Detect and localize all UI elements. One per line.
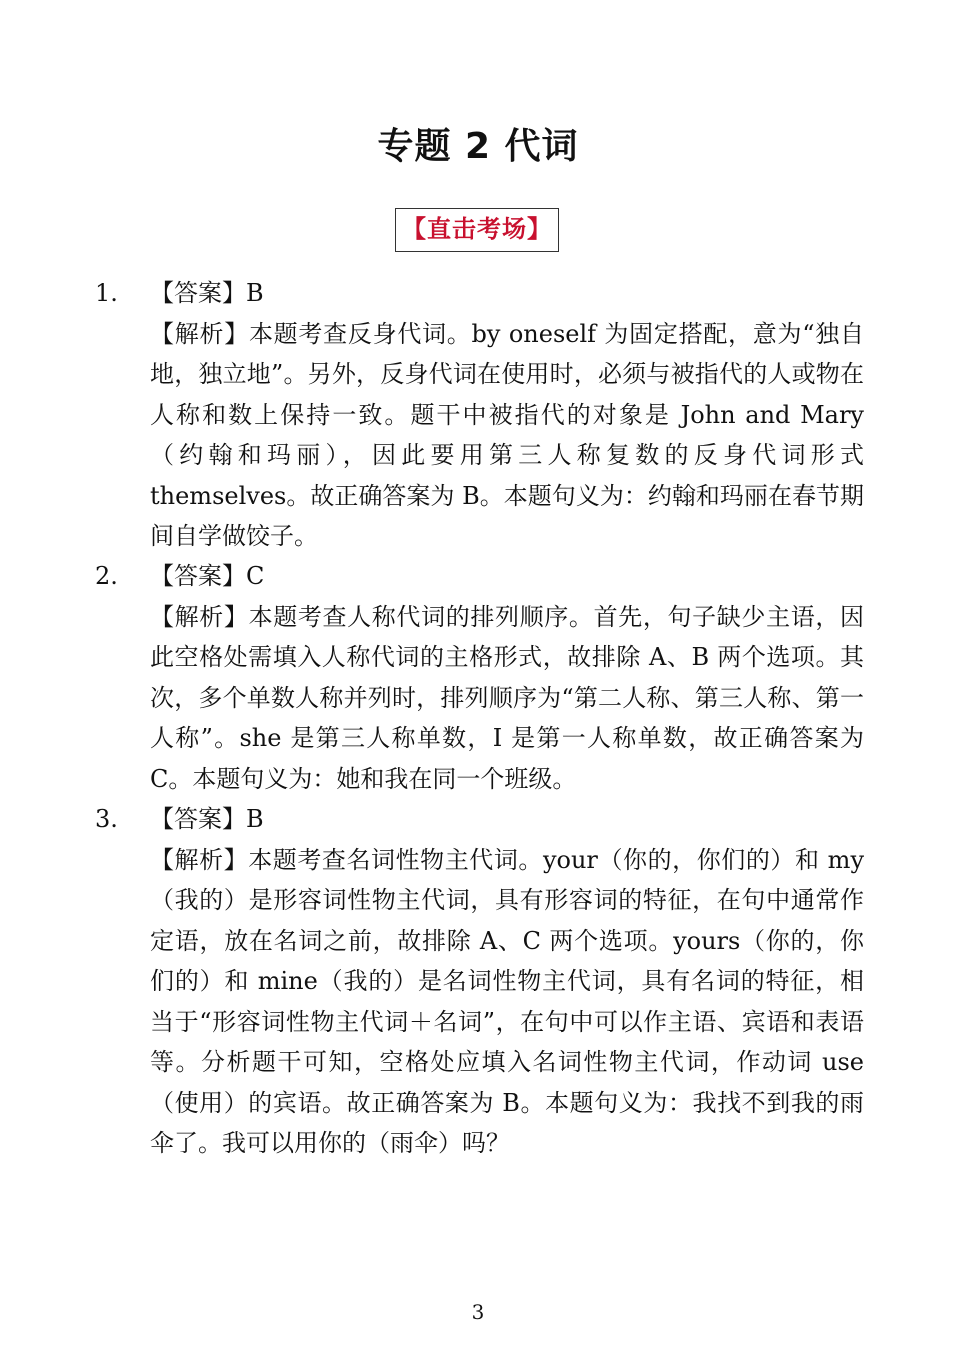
answer-value: B xyxy=(246,805,264,833)
answer-value: B xyxy=(246,279,264,307)
item-body xyxy=(150,273,864,557)
item-number: 3. xyxy=(95,805,118,833)
section-heading: 【直击考场】 xyxy=(395,208,559,252)
item-number: 2. xyxy=(95,562,118,590)
answer-line xyxy=(150,273,864,314)
analysis-text: 本题考查人称代词的排列顺序。首先，句子缺少主语，因此空格处需填入人称代词的主格形式，故排除 A、B 两个选项。其次，多个单数人称并列时，排列顺序为“第二人称、第三人称、第一人称”。she 是第三人称单数，I 是第一人称单数，故正确答案为 C。本题句义为：她和我在同一个班级。 xyxy=(150,602,865,793)
answer-label: 【答案】 xyxy=(150,562,246,590)
analysis-label: 【解析】 xyxy=(150,845,249,874)
item-body xyxy=(150,556,864,799)
item-body xyxy=(150,799,864,1164)
answer-line xyxy=(150,556,864,597)
analysis-label: 【解析】 xyxy=(150,319,249,348)
analysis-paragraph xyxy=(150,314,864,557)
answer-line xyxy=(150,799,864,840)
answer-value: C xyxy=(246,562,265,590)
page-title: 专题 2 代词 xyxy=(377,126,579,167)
analysis-text: 本题考查名词性物主代词。your（你的，你们的）和 my（我的）是形容词性物主代词，具有形容词的特征，在句中通常作定语，放在名词之前，故排除 A、C 两个选项。yours（你的，你们的）和 mine（我的）是名词性物主代词，具有名词的特征，相当于“形容词性物主代词＋名词”，在句中可以作主语、宾语和表语等。分析题干可知，空格处应填入名词性物主代词，作动词 use（使用）的宾语。故正确答案为 B。本题句义为：我找不到我的雨伞了。我可以用你的（雨伞）吗？ xyxy=(150,845,865,1157)
analysis-paragraph xyxy=(150,840,864,1164)
analysis-paragraph xyxy=(150,597,864,800)
analysis-text: 本题考查反身代词。by oneself 为固定搭配，意为“独自地，独立地”。另外，反身代词在使用时，必须与被指代的人或物在人称和数上保持一致。题干中被指代的对象是 John and Mary（约翰和玛丽），因此要用第三人称复数的反身代词形式 themselves。故正确答案为 B。本题句义为：约翰和玛丽在春节期间自学做饺子。 xyxy=(150,319,864,550)
answer-label: 【答案】 xyxy=(150,805,246,833)
analysis-label: 【解析】 xyxy=(150,602,249,631)
answer-label: 【答案】 xyxy=(150,279,246,307)
item-number: 1. xyxy=(95,279,118,307)
page-number: 3 xyxy=(471,1300,485,1324)
